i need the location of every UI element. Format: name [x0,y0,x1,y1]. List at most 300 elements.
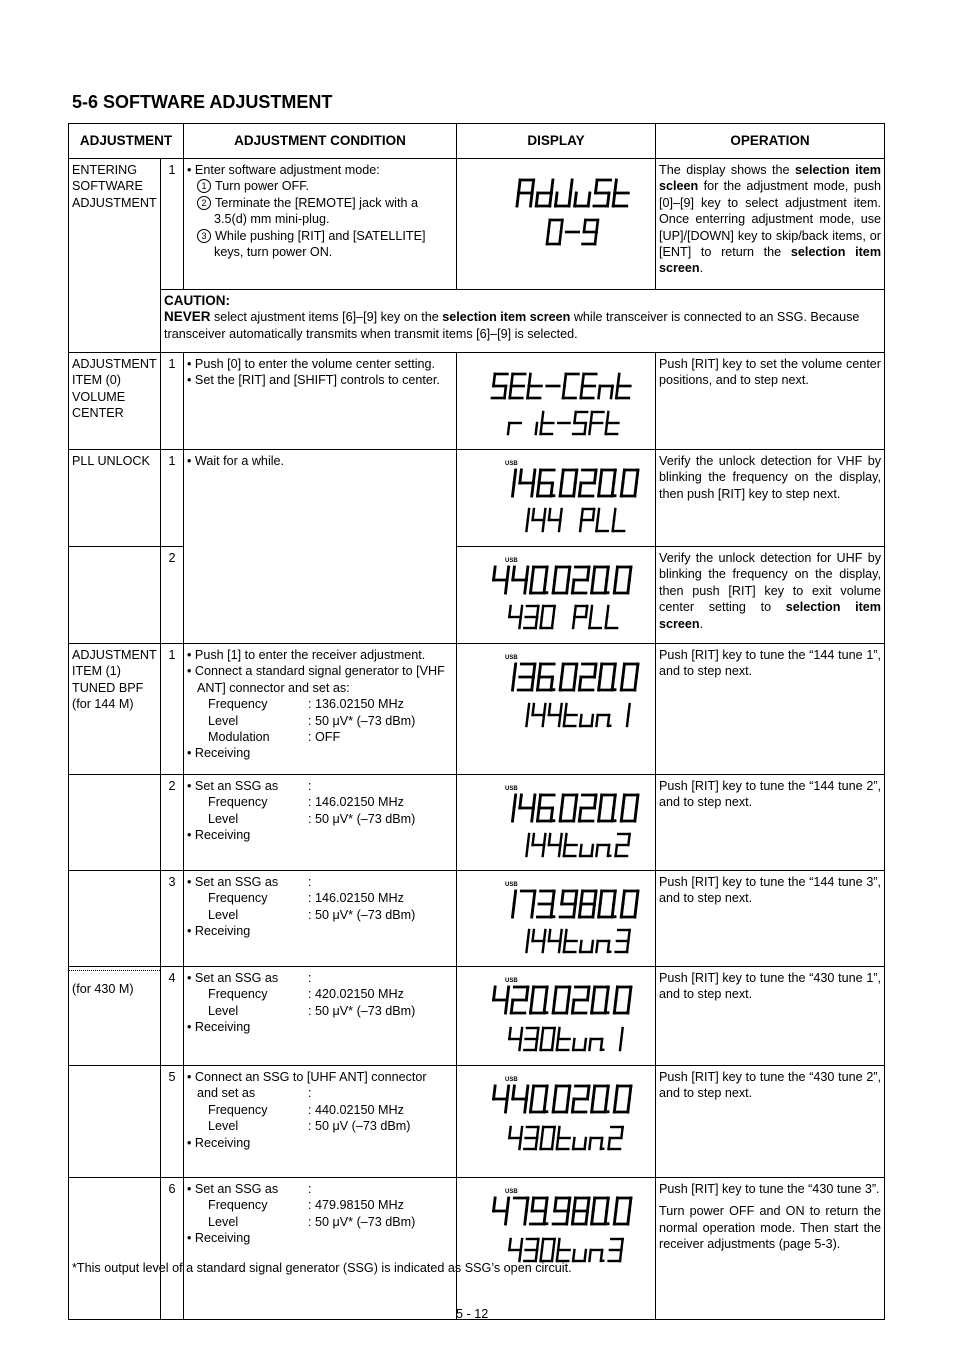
lcd-segment [553,1239,554,1250]
adjustment-name-empty [69,871,161,967]
circled-number: 2 [197,196,211,210]
lcd-segment [569,193,571,206]
param-line [187,1118,453,1134]
lcd-segment [526,1086,528,1099]
lcd-line-1 [494,567,631,594]
lcd-segment [620,1250,621,1261]
lcd-decimal-point [545,1011,548,1014]
lcd-segment [616,1198,618,1211]
lcd-segment [628,580,630,593]
lcd-line-2 [509,606,617,628]
lcd-segment [551,677,553,690]
condition-step [187,195,453,228]
step-number: 2 [161,547,184,644]
lcd-segment [589,1138,590,1149]
param-colon: : [308,779,312,793]
condition-bullet: • Receiving [187,828,251,843]
lcd-segment [494,987,496,1000]
step-number: 6 [161,1178,184,1320]
lcd-segment [600,470,602,483]
lcd-segment [546,1086,548,1099]
lcd-segment [509,1127,510,1138]
lcd-segment [594,664,596,677]
lcd-segment-svg [460,356,659,446]
lcd-segment [579,677,581,690]
lcd-segment [560,808,562,821]
lcd-segment [571,180,573,193]
lcd-segment [544,834,545,845]
lcd-segment [567,1211,569,1224]
caution-text-part: select ajustment items [6]–[9] key on the [210,310,443,325]
lcd-segment [504,386,505,398]
header-display: DISPLAY [457,124,656,159]
lcd-segment [623,795,625,808]
lcd-segment [607,987,609,1000]
lcd-segment [572,1211,574,1224]
lcd-segment [546,567,548,580]
lcd-segment [607,1086,609,1099]
lcd-segment [555,987,557,1000]
lcd-decimal-point [607,1011,610,1014]
adjustment-name-line: (for 144 M) [72,697,134,712]
lcd-segment [552,1138,553,1149]
condition-cell [184,353,457,450]
lcd-segment [575,193,577,206]
param-value: : 50 μV* (–73 dBm) [308,907,416,922]
lcd-segment [532,1198,534,1211]
lcd-segment [520,795,522,808]
param-line [187,1197,453,1213]
lcd-segment [530,580,532,593]
param-line [187,713,453,729]
lcd-segment [551,808,553,821]
lcd-decimal-point [602,1148,604,1150]
lcd-segment-svg [460,970,659,1062]
lcd-segment [568,1198,570,1211]
lcd-segment [533,664,535,677]
param-key: Frequency [208,697,268,712]
lcd-line-1 [513,795,638,822]
lcd-segment-svg [460,162,659,286]
display-cell [457,1178,656,1320]
param-key: Modulation [208,730,270,745]
operation-text: Turn power OFF and ON to return the normal operation mode. Then start the receiver adjustments (page 5-3). [659,1204,882,1252]
lcd-segment [553,1127,554,1138]
lcd-segment [628,834,629,845]
operation-cell: Push [RIT] key to tune the “144 tune 2”, and to step next. [656,775,885,871]
lcd-segment [494,567,496,580]
lcd-segment [526,520,527,531]
usb-mode-label: USB [505,1189,518,1195]
lcd-segment [616,386,617,398]
lcd-segment [553,580,555,593]
param-line [187,794,453,810]
lcd-segment [605,1211,607,1224]
lcd-segment [612,808,614,821]
lcd-segment [533,509,534,520]
step-number: 1 [161,159,184,290]
lcd-segment [613,520,614,531]
lcd-segment [586,1211,588,1224]
lcd-segment [560,834,561,845]
lcd-segment [536,1250,537,1261]
lcd-decimal-point [552,688,555,691]
header-condition: ADJUSTMENT CONDITION [184,124,457,159]
condition-bullet: • Set an SSG as [187,971,279,985]
adjustment-name-line: ENTERING [72,163,138,177]
adjustment-name-pll: PLL UNLOCK [69,450,161,547]
param-key: Frequency [208,891,268,906]
lcd-segment [608,715,609,726]
lcd-segment [546,1198,548,1211]
param-key: Level [208,1119,239,1134]
lcd-segment [599,808,601,821]
caution-row [69,290,885,353]
condition-bullet: • Set the [RIT] and [SHIFT] controls to center. [187,373,440,388]
condition-bullet: • Receiving [187,746,251,761]
lcd-segment [600,664,602,677]
lcd-segment [521,1239,522,1250]
lcd-segment [531,193,533,206]
lcd-segment [614,1000,616,1013]
adjustment-name-line: ADJUSTMENT [72,648,157,662]
lcd-segment [552,1250,553,1261]
lcd-segment [620,1039,621,1050]
lcd-segment [589,617,590,628]
lcd-segment [537,1127,538,1138]
lcd-segment [558,1127,559,1138]
lcd-segment [532,677,534,690]
lcd-segment [536,617,537,628]
lcd-segment [526,987,528,1000]
lcd-decimal-point [552,819,555,822]
header-row [69,124,885,159]
param-value: : 50 μV* (–73 dBm) [308,1003,416,1018]
lcd-display [460,970,659,1062]
lcd-segment-svg [460,453,659,543]
param-line [187,1214,453,1230]
lcd-segment [628,1000,630,1013]
condition-cell [184,967,457,1066]
operation-text: . [699,616,704,631]
condition-bullet-cont: and set as [197,1086,256,1101]
lcd-segment [549,509,550,520]
adjustment-name-line: TUNED BPF [72,680,144,695]
usb-mode-label: USB [505,558,518,564]
lcd-line-2 [526,509,624,531]
lcd-segment [519,180,521,193]
lcd-segment [536,193,538,206]
lcd-segment [506,580,508,593]
param-key: Level [208,713,239,728]
lcd-line-1 [517,180,628,206]
caution-text-part: while transceiver is connected to an SSG. Because transceiver automatically transmits when transmit items [6]–[9] is selected. [164,310,860,341]
lcd-segment [573,617,574,628]
lcd-decimal-point [552,915,555,918]
condition-step [187,178,453,194]
condition-cell [184,644,457,775]
adjustment-name-line: SOFTWARE [72,179,143,194]
usb-mode-label: USB [505,655,518,661]
lcd-segment [582,374,583,386]
lcd-segment [609,1138,610,1149]
param-line [187,1181,453,1197]
lcd-segment [543,520,544,531]
lcd-segment [621,1028,622,1039]
table-row [69,871,885,967]
lcd-segment [568,567,570,580]
step-number: 1 [161,644,184,775]
lcd-segment [616,1086,618,1099]
lcd-segment [594,795,596,808]
lcd-segment [555,1198,557,1211]
lcd-display [460,778,659,867]
step-number: 1 [161,353,184,450]
lcd-segment [533,795,535,808]
lcd-segment [574,1198,576,1211]
operation-cell: Push [RIT] key to tune the “430 tune 1”, and to step next. [656,967,885,1066]
lcd-segment [532,180,534,193]
lcd-segment [621,677,623,690]
param-line [187,1102,453,1118]
lcd-segment [607,567,609,580]
lcd-segment [599,677,601,690]
lcd-segment [628,930,629,941]
step-number: 1 [161,450,184,547]
lcd-segment [507,987,509,1000]
lcd-segment [567,1099,569,1112]
operation-text-bold: selection item screen [659,600,882,631]
lcd-segment [621,904,623,917]
lcd-segment [629,1198,631,1211]
param-line [187,890,453,906]
lcd-segment [526,941,527,952]
lcd-line-1 [513,891,638,918]
lcd-segment [636,795,638,808]
lcd-segment [573,1138,574,1149]
lcd-segment [585,1250,586,1261]
lcd-decimal-point [614,819,617,822]
lcd-segment [615,180,617,193]
condition-bullet: • Set an SSG as [187,779,279,793]
param-key: Frequency [208,1198,268,1213]
lcd-segment [551,180,553,193]
lcd-segment [621,1239,622,1250]
lcd-segment [511,374,512,386]
lcd-segment [537,808,539,821]
lcd-segment [528,834,529,845]
lcd-segment [513,567,515,580]
lcd-segment [574,677,576,690]
lcd-segment [553,891,555,904]
param-value: : 50 μV (–73 dBm) [308,1119,411,1134]
lcd-segment [519,1250,520,1261]
lcd-segment [537,483,539,496]
lcd-segment [559,715,560,726]
lcd-segment [635,808,637,821]
param-value: : 479.98150 MHz [308,1198,404,1213]
lcd-segment [542,1028,543,1039]
lcd-decimal-point [545,591,548,594]
param-line [187,729,453,745]
lcd-decimal-point [602,1260,604,1262]
usb-mode-label: USB [505,978,518,984]
lcd-segment [562,470,564,483]
lcd-segment [536,1039,537,1050]
lcd-segment [591,412,592,423]
adjustment-name-line: ADJUSTMENT [72,357,157,371]
lcd-segment [607,1198,609,1211]
lcd-segment [572,1099,574,1112]
adjustment-name-empty [69,1178,161,1320]
lcd-line-2 [526,930,629,953]
lcd-segment [628,1099,630,1112]
lcd-segment [542,1239,543,1250]
lcd-segment-svg [460,647,659,771]
lcd-line-2 [547,220,598,244]
lcd-segment [562,795,564,808]
param-value: : 146.02150 MHz [308,795,404,810]
adjustment-name-line: (for 430 M) [72,982,134,996]
lcd-segment [536,423,537,434]
adjustment-name-tuned [69,644,161,775]
lcd-segment [585,423,586,434]
lcd-segment [533,834,534,845]
lcd-segment [528,704,529,715]
lcd-decimal-point [607,1110,610,1113]
lcd-segment [575,891,577,904]
lcd-segment-svg [460,778,659,867]
lcd-segment [543,941,544,952]
caution-note [161,290,885,353]
lcd-segment [511,1000,513,1013]
lcd-segment [574,808,576,821]
adjustment-name-line: ITEM (1) [72,664,121,679]
lcd-segment [530,1000,532,1013]
param-value: : 420.02150 MHz [308,987,404,1002]
adjustment-name-line: CENTER [72,406,124,421]
condition-bullet: • Receiving [187,1135,251,1150]
lcd-segment [530,1099,532,1112]
operation-cell [656,1178,885,1320]
lcd-segment [532,483,534,496]
lcd-segment [593,1086,595,1099]
table-row [69,1066,885,1178]
lcd-segment [601,1250,602,1261]
lcd-segment [541,617,542,628]
lcd-segment [508,423,509,434]
lcd-line-2 [509,1127,622,1150]
condition-bullet: • Push [0] to enter the volume center setting. [187,357,436,371]
lcd-segment [580,845,581,856]
lcd-segment [561,220,562,232]
lcd-decimal-point [614,494,617,497]
param-line [187,1085,453,1101]
param-key: Level [208,811,239,826]
operation-cell [656,159,885,290]
lcd-segment [614,1099,616,1112]
lcd-segment [542,606,543,617]
display-cell [457,159,656,290]
condition-bullet: • Push [1] to enter the receiver adjustment. [187,648,426,662]
lcd-segment [532,567,534,580]
lcd-segment [581,509,582,520]
lcd-segment [553,1099,555,1112]
condition-bullet: • Wait for a while. [187,454,285,468]
param-colon: : [308,875,312,889]
lcd-segment [605,1099,607,1112]
condition-bullet: • Connect a standard signal generator to [VHF ANT] connector and set as: [187,664,445,695]
param-value: : 136.02150 MHz [308,697,404,712]
lcd-segment [509,606,510,617]
lcd-segment [555,567,557,580]
lcd-segment [592,715,593,726]
step-number: 4 [161,967,184,1066]
lcd-segment [557,1138,558,1149]
param-line [187,696,453,712]
lcd-segment [506,1000,508,1013]
lcd-segment [587,1198,589,1211]
lcd-segment [533,930,534,941]
condition-cell [184,775,457,871]
adjustment-name-line: VOLUME [72,389,126,404]
step-number: 3 [161,871,184,967]
lcd-segment [562,664,564,677]
lcd-decimal-point [607,1222,610,1225]
lcd-segment [575,795,577,808]
lcd-segment [552,617,553,628]
lcd-segment [627,941,628,952]
lcd-segment [517,193,519,206]
param-line [187,986,453,1002]
lcd-segment [579,808,581,821]
condition-bullet: • Receiving [187,1231,251,1246]
lcd-segment [612,904,614,917]
lcd-segment [532,904,534,917]
lcd-segment [584,220,585,232]
lcd-segment [614,470,616,483]
lcd-display [460,356,659,446]
lcd-segment [528,386,529,398]
lcd-segment [519,617,520,628]
param-value: : 50 μV* (–73 dBm) [308,713,416,728]
lcd-segment [520,470,522,483]
lcd-segment [608,941,609,952]
condition-cell [184,450,457,644]
lcd-segment [521,1127,522,1138]
lcd-segment [551,904,553,917]
lcd-segment [493,374,494,386]
lcd-segment [574,904,576,917]
lcd-line-2 [526,704,629,727]
lcd-segment [526,567,528,580]
param-line [187,874,453,890]
condition-bullet: • Connect an SSG to [UHF ANT] connector [187,1070,427,1084]
lcd-segment [557,1039,558,1050]
lcd-segment [587,987,589,1000]
lcd-segment [541,1250,542,1261]
param-line [187,907,453,923]
lcd-segment [623,891,625,904]
lcd-segment [608,845,609,856]
param-line [187,970,453,986]
lcd-segment [509,1028,510,1039]
lcd-segment [564,715,565,726]
table-row [69,644,885,775]
lcd-segment [587,567,589,580]
section-title: 5-6 SOFTWARE ADJUSTMENT [72,92,333,112]
lcd-segment [614,795,616,808]
